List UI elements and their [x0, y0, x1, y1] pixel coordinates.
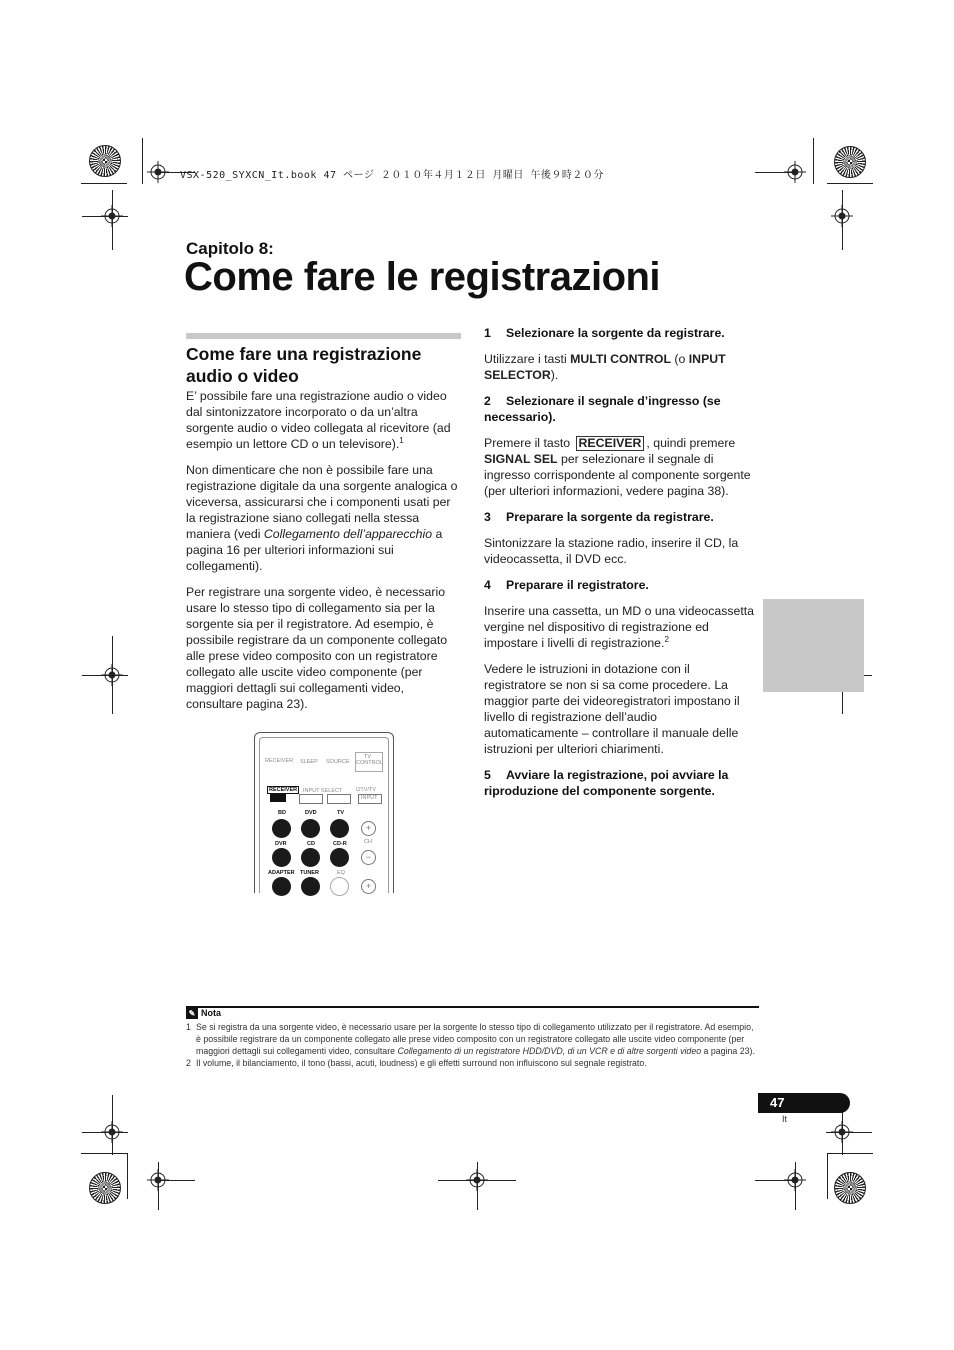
- chapter-title: Come fare le registrazioni: [184, 255, 661, 299]
- dvr-button: [272, 848, 291, 867]
- cd-button: [301, 848, 320, 867]
- chapter-label: Capitolo 8:: [186, 239, 274, 258]
- digital-analog-paragraph: Non dimenticare che non è possibile fare una registrazione digitale da una sorgente analogica o viceversa, assicurarsi che i componenti usati per la registrazione siano collegati nella stessa maniera (vedi Collegamento dell’apparecchio a pagina 16 per ulteriori informazioni sui collegamenti).: [186, 463, 458, 573]
- adapter-button: [272, 877, 291, 896]
- remote-key-receiver: RECEIVER: [269, 787, 298, 793]
- remote-label-dvr: DVR: [275, 841, 287, 847]
- color-rosette-icon: [89, 145, 121, 177]
- step-heading: 1 Selezionare la sorgente da registrare.: [484, 326, 725, 340]
- tuner-button: [301, 877, 320, 896]
- cross-reference-link[interactable]: Collegamento di un registratore HDD/DVD, di un VCR e di altre sorgenti video: [397, 1046, 702, 1056]
- section-title-line: audio o video: [186, 366, 299, 386]
- ch-plus-button: +: [361, 821, 376, 836]
- remote-label-adapter: ADAPTER: [268, 870, 295, 876]
- step-heading: 4 Preparare il registratore.: [484, 578, 649, 592]
- section-divider: [186, 333, 461, 339]
- chapter-thumb-tab: [763, 599, 864, 692]
- page-number: 47: [758, 1093, 850, 1113]
- tv-button: [330, 819, 349, 838]
- remote-label-tuner: TUNER: [300, 870, 319, 876]
- receiver-key-label: RECEIVER: [576, 436, 645, 451]
- page-language: It: [782, 1114, 788, 1124]
- remote-label-receiver: RECEIVER: [265, 758, 294, 764]
- footnote-ref[interactable]: 1: [399, 435, 404, 445]
- bd-button: [272, 819, 291, 838]
- remote-body: [259, 737, 389, 893]
- footnotes: [186, 1021, 758, 1069]
- footnote-2: 2 Il volume, il bilanciamento, il tono (bassi, acuti, loudness) e gli effetti surround non influiscono sul segnale registrato.: [186, 1058, 647, 1068]
- color-rosette-icon: [89, 1172, 121, 1204]
- remote-label-bd: BD: [278, 810, 286, 816]
- eq-button: [330, 877, 349, 896]
- remote-label-cdr: CD-R: [333, 841, 347, 847]
- dvd-button: [301, 819, 320, 838]
- book-file-meta: VSX-520_SYXCN_It.book 47 ページ ２０１０年４月１２日 月曜日 午後９時２０分: [180, 170, 604, 181]
- receiver-button: [270, 794, 286, 802]
- right-column: [484, 325, 754, 809]
- step-body-extra: Vedere le istruzioni in dotazione con il registratore se non si sa come procedere. La maggior parte dei videoregistratori impostano il livello di registrazione dell’audio automaticamente – controllare il manuale delle istruzioni per ulteriori chiarimenti.: [484, 662, 740, 756]
- remote-label-sleep: SLEEP: [300, 759, 318, 765]
- remote-label-tv-tv: ⏻TV/TV: [356, 787, 376, 793]
- step-1: [484, 325, 754, 383]
- step-5: [484, 767, 754, 799]
- pencil-icon: ✎: [186, 1008, 198, 1019]
- input-select-left-button: [299, 794, 323, 804]
- remote-label-dvd: DVD: [305, 810, 317, 816]
- ch-minus-button: −: [361, 850, 376, 865]
- remote-control-illustration: [254, 732, 394, 893]
- step-heading: 5 Avviare la registrazione, poi avviare la riproduzione del componente sorgente.: [484, 768, 729, 798]
- input-select-right-button: [327, 794, 351, 804]
- note-heading: ✎ Nota: [186, 1008, 221, 1019]
- step-body: Inserire una cassetta, un MD o una videocassetta vergine nel dispositivo di registrazione ed impostare i livelli di registrazione.$^2$: [484, 604, 754, 650]
- step-heading: 3 Preparare la sorgente da registrare.: [484, 510, 714, 524]
- remote-label-tv: TV: [364, 754, 372, 760]
- step-body: Utilizzare i tasti MULTI CONTROL (o INPUT SELECTOR).: [484, 352, 726, 382]
- remote-label-ch: CH: [364, 839, 372, 845]
- section-title: [186, 343, 461, 387]
- step-body: Sintonizzare la stazione radio, inserire il CD, la videocassetta, il DVD ecc.: [484, 536, 739, 566]
- section-title-line: Come fare una registrazione: [186, 344, 422, 364]
- remote-label-eq: EQ: [337, 870, 345, 876]
- input-button: INPUT: [358, 794, 382, 804]
- footnote-ref[interactable]: 2: [664, 634, 669, 644]
- remote-label-tv-key: TV: [337, 810, 345, 816]
- remote-label-source: SOURCE: [326, 759, 350, 765]
- remote-label-input-select: INPUT SELECT: [303, 788, 343, 794]
- remote-label-cd: CD: [307, 841, 315, 847]
- step-body: Premere il tasto RECEIVER , quindi premere SIGNAL SEL per selezionare il segnale di ingresso corrispondente al componente sorgente (per ulteriori informazioni, vedere pagina 38).: [484, 436, 751, 498]
- intro-paragraph: E’ possibile fare una registrazione audio o video dal sintonizzatore incorporato o da un’altra sorgente audio o video collegata al ricevitore (ad esempio un lettore CD o un televisore).$^1$: [186, 389, 451, 451]
- left-column: [186, 388, 461, 722]
- vol-plus-button: +: [361, 879, 376, 894]
- video-source-paragraph: Per registrare una sorgente video, è necessario usare lo stesso tipo di collegamento sia per la sorgente sia per il registratore. Ad esempio, è possibile registrare da un componente collegato alle prese video composito con un registratore collegato alle uscite video componente (per maggiori dettagli sui collegamenti video, consultare pagina 23).: [186, 585, 448, 711]
- footnote-1: 1 Se si registra da una sorgente video, è necessario usare per la sorgente lo stesso tipo di collegamento utilizzato per il registratore. Ad esempio, è possibile registrare da un componente collegato alle prese video composito con un registratore collegato alle uscite video componente (per maggiori dettagli sui collegamenti video, consultare Collegamento di un registratore HDD/DVD, di un VCR e di altre sorgenti video a pagina 23).: [186, 1022, 755, 1056]
- cross-reference-link[interactable]: Collegamento dell’apparecchio: [263, 527, 433, 541]
- step-heading: 2 Selezionare il segnale d’ingresso (se necessario).: [484, 394, 721, 424]
- color-rosette-icon: [834, 1172, 866, 1204]
- cdr-button: [330, 848, 349, 867]
- step-4: [484, 577, 754, 757]
- step-2: [484, 393, 754, 499]
- step-3: [484, 509, 754, 567]
- footnote-rule: [186, 1006, 759, 1008]
- color-rosette-icon: [834, 146, 866, 178]
- remote-label-control: CONTROL: [356, 760, 383, 766]
